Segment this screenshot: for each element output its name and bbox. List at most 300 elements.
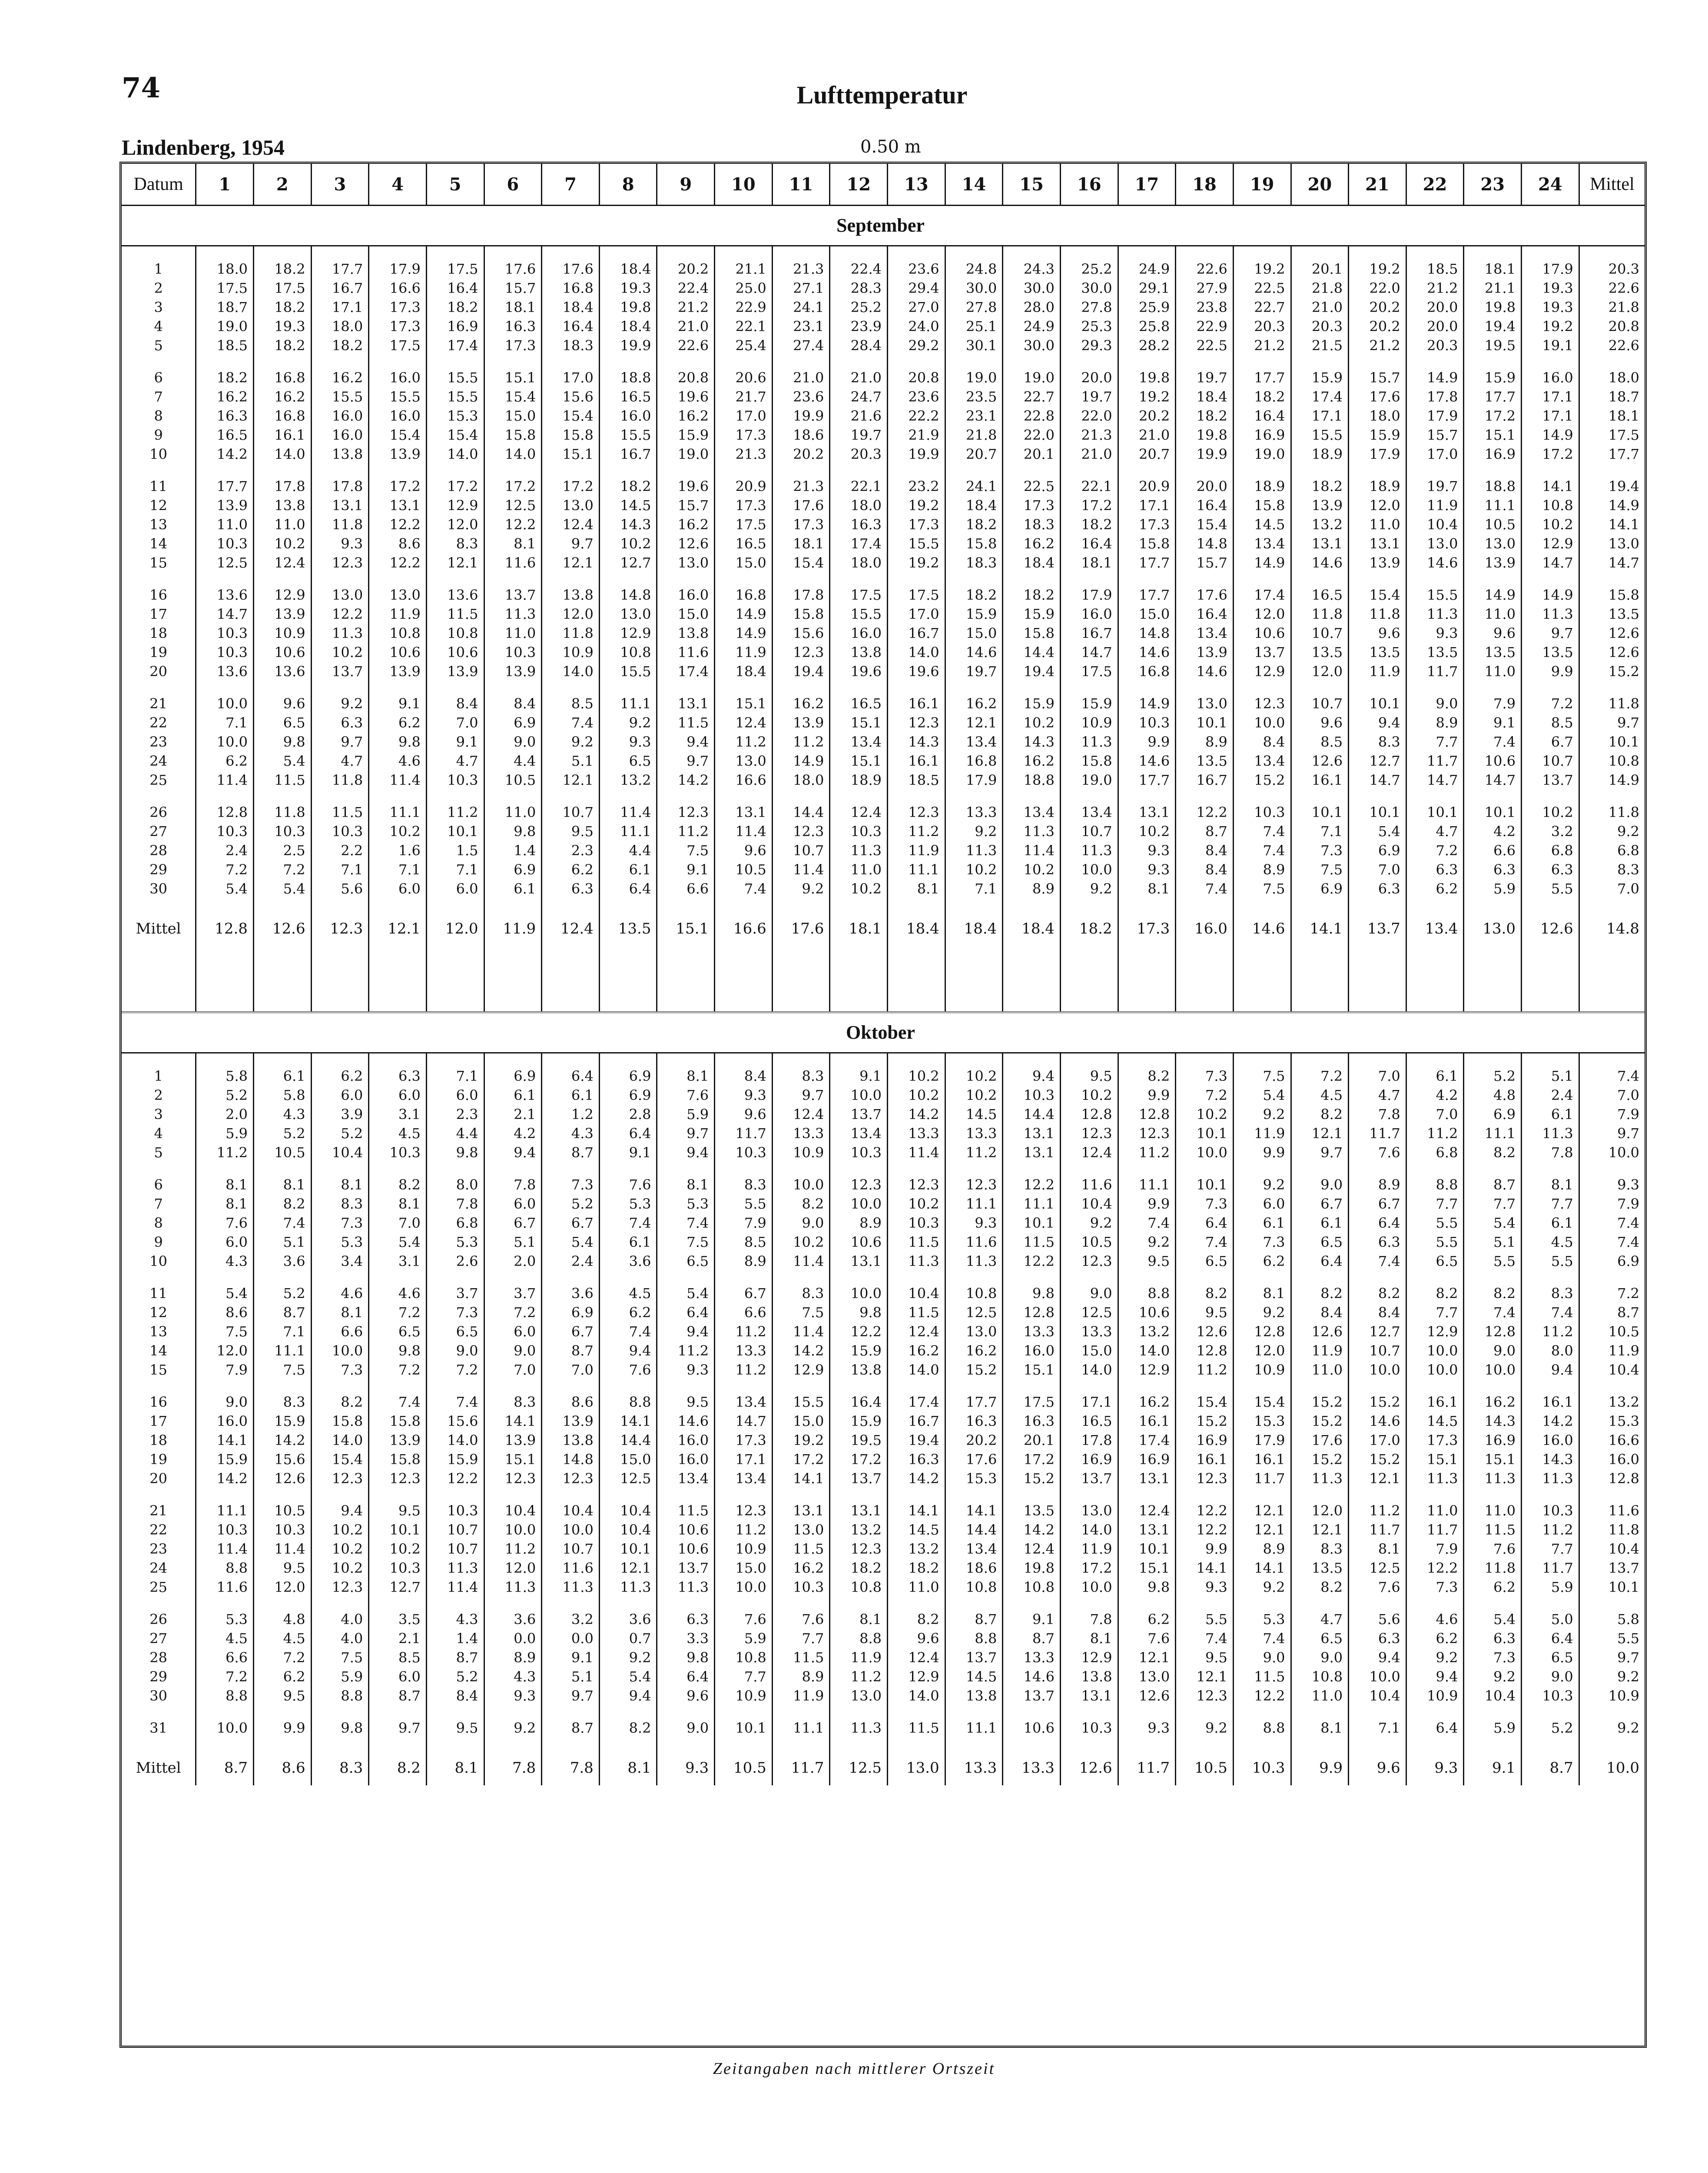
- temperature-cell: 8.1: [253, 1175, 311, 1194]
- temperature-cell: 9.6: [888, 1629, 945, 1648]
- temperature-cell: 15.7: [1349, 368, 1406, 387]
- temperature-cell: 12.1: [945, 713, 1003, 732]
- spacer-cell: [122, 1271, 196, 1284]
- temperature-cell: 13.1: [1291, 534, 1349, 553]
- spacer-cell: [1522, 1271, 1579, 1284]
- temperature-cell: 11.6: [1060, 1175, 1118, 1194]
- temperature-cell: 11.4: [1003, 841, 1061, 860]
- temperature-cell: 15.9: [830, 1412, 888, 1431]
- temperature-cell: 11.0: [1291, 1686, 1349, 1705]
- temperature-cell: 20.3: [1233, 317, 1291, 336]
- spacer-cell: [1118, 898, 1176, 911]
- temperature-cell: 16.2: [945, 1341, 1003, 1360]
- spacer-cell: [1406, 946, 1464, 1012]
- day-cell: 17: [122, 1412, 196, 1431]
- temperature-cell: 9.0: [1406, 694, 1464, 713]
- spacer-cell: [253, 1053, 311, 1067]
- temperature-cell: 14.8: [599, 585, 657, 605]
- temperature-cell: 16.0: [369, 406, 427, 425]
- daily-mean-cell: 11.8: [1608, 1522, 1639, 1538]
- month-heading-row: [122, 206, 1645, 246]
- temperature-cell: 17.7: [1118, 771, 1176, 790]
- temperature-cell: 16.0: [1522, 1431, 1579, 1450]
- temperature-cell: 11.4: [426, 1578, 484, 1597]
- temperature-cell: 14.6: [1118, 643, 1176, 662]
- mean-cell: 10.3: [1233, 1751, 1291, 1785]
- temperature-cell: 15.7: [657, 496, 715, 515]
- temperature-cell: 10.2: [888, 1194, 945, 1213]
- daily-mean-cell: 7.4: [1617, 1215, 1639, 1231]
- temperature-cell: 9.2: [1233, 1105, 1291, 1124]
- temperature-cell: 16.6: [715, 771, 773, 790]
- spacer-cell: [1406, 1488, 1464, 1501]
- spacer-row: [122, 790, 1645, 803]
- spacer-cell: [253, 1597, 311, 1610]
- temperature-cell: 5.5: [1406, 1213, 1464, 1233]
- temperature-cell: 17.1: [1522, 406, 1579, 425]
- day-cell: 12: [122, 496, 196, 515]
- temperature-cell: 12.3: [888, 713, 945, 732]
- temperature-cell: 9.6: [1464, 624, 1522, 643]
- temperature-cell: 17.6: [1349, 387, 1406, 406]
- temperature-cell: 16.5: [196, 425, 254, 445]
- table-row: [122, 1392, 1645, 1412]
- temperature-cell: 16.1: [1522, 1392, 1579, 1412]
- temperature-cell: 12.1: [542, 771, 600, 790]
- temperature-cell: 5.4: [196, 1284, 254, 1303]
- table-row: [122, 713, 1645, 732]
- temperature-cell: 10.1: [1003, 1213, 1061, 1233]
- temperature-cell: 8.9: [830, 1213, 888, 1233]
- spacer-cell: [599, 1053, 657, 1067]
- temperature-cell: 20.2: [1118, 406, 1176, 425]
- temperature-cell: 17.0: [715, 406, 773, 425]
- temperature-cell: 23.1: [945, 406, 1003, 425]
- temperature-cell: 5.5: [1176, 1610, 1234, 1629]
- spacer-cell: [888, 1488, 945, 1501]
- spacer-cell: [1003, 464, 1061, 477]
- daily-mean-cell: 15.3: [1608, 1413, 1639, 1429]
- temperature-cell: 19.8: [599, 298, 657, 317]
- temperature-cell: 11.3: [830, 841, 888, 860]
- temperature-cell: 8.3: [484, 1392, 542, 1412]
- table-row: [122, 1213, 1645, 1233]
- temperature-cell: 3.1: [369, 1105, 427, 1124]
- temperature-cell: 6.0: [426, 879, 484, 898]
- temperature-cell: 6.0: [426, 1086, 484, 1105]
- temperature-cell: 15.8: [945, 534, 1003, 553]
- temperature-cell: 13.5: [1291, 643, 1349, 662]
- spacer-cell: [1118, 1738, 1176, 1751]
- day-cell: 30: [122, 879, 196, 898]
- spacer-cell: [122, 946, 196, 1012]
- temperature-cell: 7.6: [1349, 1578, 1406, 1597]
- temperature-cell: 10.1: [599, 1539, 657, 1558]
- table-row: [122, 771, 1645, 790]
- spacer-cell: [542, 1488, 600, 1501]
- temperature-cell: 7.7: [1406, 1303, 1464, 1322]
- temperature-cell: 12.6: [657, 534, 715, 553]
- spacer-cell: [772, 355, 830, 368]
- temperature-cell: 13.1: [311, 496, 369, 515]
- spacer-cell: [599, 1488, 657, 1501]
- temperature-cell: 12.2: [369, 515, 427, 534]
- temperature-cell: 10.9: [1060, 713, 1118, 732]
- temperature-cell: 10.7: [1291, 624, 1349, 643]
- temperature-cell: 6.4: [657, 1667, 715, 1686]
- mean-cell: 10.5: [715, 1751, 773, 1785]
- temperature-cell: 7.1: [426, 1067, 484, 1086]
- spacer-cell: [484, 1053, 542, 1067]
- spacer-cell: [1579, 464, 1645, 477]
- temperature-cell: 11.2: [830, 1667, 888, 1686]
- spacer-cell: [772, 1162, 830, 1175]
- column-header-hour: 10: [715, 164, 773, 206]
- temperature-cell: 13.1: [1060, 1686, 1118, 1705]
- temperature-cell: 22.0: [1349, 279, 1406, 298]
- temperature-cell: 13.1: [657, 694, 715, 713]
- temperature-cell: 13.2: [1291, 515, 1349, 534]
- day-cell: 30: [122, 1686, 196, 1705]
- spacer-cell: [253, 246, 311, 260]
- temperature-cell: 13.8: [1060, 1667, 1118, 1686]
- temperature-cell: 10.2: [369, 822, 427, 841]
- temperature-cell: 10.1: [1349, 803, 1406, 822]
- temperature-cell: 5.2: [311, 1124, 369, 1143]
- temperature-cell: 11.1: [1118, 1175, 1176, 1194]
- temperature-cell: 12.9: [888, 1667, 945, 1686]
- temperature-cell: 12.1: [542, 553, 600, 572]
- column-header-hour: 22: [1406, 164, 1464, 206]
- spacer-cell: [1233, 681, 1291, 694]
- temperature-cell: 10.1: [1406, 803, 1464, 822]
- temperature-cell: 19.7: [1060, 387, 1118, 406]
- temperature-cell: 15.1: [1464, 425, 1522, 445]
- temperature-cell: 10.2: [1176, 1105, 1234, 1124]
- column-header-hour: 19: [1233, 164, 1291, 206]
- temperature-cell: 7.1: [1349, 1718, 1406, 1738]
- spacer-cell: [1233, 1053, 1291, 1067]
- day-cell: 26: [122, 1610, 196, 1629]
- temperature-cell: 13.5: [1176, 751, 1234, 771]
- temperature-cell: 12.6: [1118, 1686, 1176, 1705]
- temperature-cell: 8.4: [1176, 841, 1234, 860]
- temperature-cell: 21.6: [830, 406, 888, 425]
- temperature-cell: 14.2: [888, 1469, 945, 1488]
- temperature-cell: 16.0: [599, 406, 657, 425]
- temperature-cell: 19.9: [772, 406, 830, 425]
- temperature-cell: 21.0: [1118, 425, 1176, 445]
- spacer-cell: [253, 898, 311, 911]
- daily-mean-cell: 9.2: [1617, 823, 1639, 840]
- temperature-cell: 9.9: [1522, 662, 1579, 681]
- temperature-cell: 14.9: [1406, 368, 1464, 387]
- temperature-cell: 20.0: [1060, 368, 1118, 387]
- temperature-cell: 12.2: [1176, 803, 1234, 822]
- temperature-cell: 7.8: [484, 1175, 542, 1194]
- temperature-cell: 16.2: [253, 387, 311, 406]
- temperature-cell: 13.7: [1522, 771, 1579, 790]
- temperature-cell: 3.4: [311, 1252, 369, 1271]
- temperature-cell: 7.2: [1176, 1086, 1234, 1105]
- temperature-cell: 14.0: [253, 445, 311, 464]
- temperature-cell: 16.3: [196, 406, 254, 425]
- temperature-cell: 7.8: [1349, 1105, 1406, 1124]
- temperature-cell: 4.5: [369, 1124, 427, 1143]
- temperature-cell: 10.0: [196, 1718, 254, 1738]
- spacer-cell: [715, 1738, 773, 1751]
- temperature-cell: 15.9: [945, 605, 1003, 624]
- temperature-cell: 11.1: [369, 803, 427, 822]
- spacer-cell: [888, 1379, 945, 1392]
- daily-mean-cell: 18.0: [1608, 369, 1639, 386]
- temperature-cell: 6.3: [1406, 860, 1464, 879]
- temperature-cell: 7.4: [253, 1213, 311, 1233]
- temperature-cell: 17.6: [945, 1450, 1003, 1469]
- temperature-cell: 9.4: [484, 1143, 542, 1162]
- temperature-cell: 10.0: [772, 1175, 830, 1194]
- temperature-cell: 16.2: [1464, 1392, 1522, 1412]
- spacer-cell: [484, 1162, 542, 1175]
- temperature-cell: 17.3: [715, 425, 773, 445]
- temperature-cell: 19.9: [888, 445, 945, 464]
- temperature-cell: 16.4: [830, 1392, 888, 1412]
- spacer-cell: [945, 1379, 1003, 1392]
- temperature-cell: 8.3: [772, 1067, 830, 1086]
- temperature-cell: 10.1: [1176, 1175, 1234, 1194]
- temperature-cell: 15.3: [945, 1469, 1003, 1488]
- temperature-cell: 10.8: [945, 1578, 1003, 1597]
- day-cell: 20: [122, 662, 196, 681]
- temperature-cell: 13.6: [196, 662, 254, 681]
- temperature-cell: 2.3: [542, 841, 600, 860]
- temperature-cell: 5.3: [1233, 1610, 1291, 1629]
- spacer-cell: [1349, 1162, 1406, 1175]
- spacer-cell: [1464, 1053, 1522, 1067]
- temperature-cell: 7.2: [1291, 1067, 1349, 1086]
- temperature-cell: 9.0: [1522, 1667, 1579, 1686]
- temperature-cell: 7.5: [1291, 860, 1349, 879]
- temperature-cell: 15.1: [715, 694, 773, 713]
- temperature-cell: 11.7: [1522, 1558, 1579, 1578]
- temperature-cell: 13.1: [830, 1252, 888, 1271]
- temperature-cell: 9.9: [1118, 1194, 1176, 1213]
- temperature-cell: 22.4: [657, 279, 715, 298]
- temperature-cell: 14.7: [1349, 771, 1406, 790]
- spacer-cell: [122, 1705, 196, 1718]
- temperature-cell: 13.5: [1003, 1501, 1061, 1520]
- temperature-cell: 25.9: [1118, 298, 1176, 317]
- temperature-cell: 12.3: [1233, 694, 1291, 713]
- spacer-cell: [1176, 681, 1234, 694]
- spacer-cell: [1579, 1738, 1645, 1751]
- temperature-cell: 5.9: [311, 1667, 369, 1686]
- temperature-cell: 4.2: [1464, 822, 1522, 841]
- temperature-cell: 10.4: [311, 1143, 369, 1162]
- temperature-cell: 16.4: [1176, 496, 1234, 515]
- temperature-cell: 20.1: [1003, 1431, 1061, 1450]
- temperature-cell: 23.8: [1176, 298, 1234, 317]
- temperature-cell: 11.3: [888, 1252, 945, 1271]
- spacer-cell: [1291, 1162, 1349, 1175]
- temperature-cell: 6.1: [1522, 1105, 1579, 1124]
- temperature-cell: 18.5: [196, 336, 254, 355]
- temperature-cell: 15.4: [426, 425, 484, 445]
- temperature-cell: 15.4: [1176, 515, 1234, 534]
- temperature-cell: 10.6: [1003, 1718, 1061, 1738]
- temperature-cell: 10.8: [369, 624, 427, 643]
- mean-cell: 14.6: [1233, 911, 1291, 946]
- temperature-cell: 9.4: [1003, 1067, 1061, 1086]
- temperature-cell: 8.6: [369, 534, 427, 553]
- temperature-cell: 18.2: [1176, 406, 1234, 425]
- temperature-cell: 19.0: [1060, 771, 1118, 790]
- temperature-cell: 11.2: [1406, 1124, 1464, 1143]
- temperature-cell: 10.9: [715, 1686, 773, 1705]
- spacer-cell: [830, 1597, 888, 1610]
- temperature-cell: 12.1: [1291, 1520, 1349, 1539]
- temperature-cell: 8.1: [311, 1175, 369, 1194]
- temperature-cell: 8.4: [1233, 732, 1291, 751]
- temperature-cell: 11.0: [253, 515, 311, 534]
- temperature-cell: 8.4: [1176, 860, 1234, 879]
- temperature-cell: 13.8: [830, 1360, 888, 1379]
- temperature-cell: 18.2: [253, 259, 311, 279]
- temperature-cell: 13.0: [1118, 1667, 1176, 1686]
- temperature-cell: 16.2: [196, 387, 254, 406]
- temperature-cell: 10.3: [830, 822, 888, 841]
- temperature-cell: 17.2: [1060, 496, 1118, 515]
- temperature-cell: 14.2: [772, 1341, 830, 1360]
- table-row: [122, 1360, 1645, 1379]
- temperature-cell: 7.3: [1464, 1648, 1522, 1667]
- spacer-cell: [945, 355, 1003, 368]
- spacer-cell: [484, 946, 542, 1012]
- temperature-cell: 9.7: [657, 1124, 715, 1143]
- temperature-cell: 10.0: [830, 1086, 888, 1105]
- temperature-cell: 5.9: [1522, 1578, 1579, 1597]
- temperature-cell: 6.4: [599, 1124, 657, 1143]
- daily-mean-cell: 10.9: [1608, 1688, 1639, 1704]
- temperature-cell: 17.1: [1291, 406, 1349, 425]
- table-row: [122, 860, 1645, 879]
- spacer-cell: [1003, 1488, 1061, 1501]
- spacer-cell: [1060, 1053, 1118, 1067]
- temperature-cell: 16.8: [542, 279, 600, 298]
- spacer-cell: [122, 355, 196, 368]
- temperature-cell: 9.0: [772, 1213, 830, 1233]
- temperature-cell: 13.5: [1291, 1558, 1349, 1578]
- temperature-cell: 24.1: [945, 477, 1003, 496]
- temperature-cell: 22.0: [1060, 406, 1118, 425]
- spacer-cell: [599, 1738, 657, 1751]
- temperature-cell: 19.7: [830, 425, 888, 445]
- daily-mean-cell: 9.2: [1617, 1720, 1639, 1736]
- temperature-cell: 10.0: [1406, 1341, 1464, 1360]
- temperature-cell: 20.3: [830, 445, 888, 464]
- temperature-cell: 14.0: [542, 662, 600, 681]
- temperature-cell: 29.2: [888, 336, 945, 355]
- temperature-cell: 17.6: [772, 496, 830, 515]
- temperature-cell: 6.6: [311, 1322, 369, 1341]
- spacer-cell: [945, 1271, 1003, 1284]
- temperature-cell: 8.7: [253, 1303, 311, 1322]
- temperature-cell: 16.1: [1176, 1450, 1234, 1469]
- table-row: [122, 259, 1645, 279]
- temperature-cell: 18.5: [888, 771, 945, 790]
- temperature-cell: 17.9: [369, 259, 427, 279]
- temperature-cell: 5.4: [657, 1284, 715, 1303]
- page-title: Lufttemperatur: [796, 81, 968, 109]
- temperature-cell: 15.2: [1176, 1412, 1234, 1431]
- temperature-cell: 9.7: [772, 1086, 830, 1105]
- temperature-cell: 18.3: [945, 553, 1003, 572]
- temperature-cell: 11.3: [311, 624, 369, 643]
- table-row: [122, 1341, 1645, 1360]
- temperature-cell: 8.7: [426, 1648, 484, 1667]
- temperature-cell: 13.4: [715, 1392, 773, 1412]
- temperature-cell: 6.1: [1406, 1067, 1464, 1086]
- temperature-cell: 18.2: [888, 1558, 945, 1578]
- temperature-cell: 10.3: [1522, 1501, 1579, 1520]
- temperature-cell: 10.0: [196, 694, 254, 713]
- temperature-cell: 13.8: [945, 1686, 1003, 1705]
- table-row: [122, 445, 1645, 464]
- mean-cell: 13.7: [1349, 911, 1406, 946]
- mean-cell: 16.0: [1176, 911, 1234, 946]
- temperature-cell: 11.9: [1233, 1124, 1291, 1143]
- mean-cell: 8.1: [599, 1751, 657, 1785]
- temperature-cell: 12.3: [830, 1539, 888, 1558]
- temperature-cell: 15.7: [484, 279, 542, 298]
- temperature-cell: 23.9: [830, 317, 888, 336]
- temperature-cell: 8.4: [426, 694, 484, 713]
- day-cell: 23: [122, 1539, 196, 1558]
- spacer-cell: [1003, 246, 1061, 260]
- temperature-cell: 21.0: [657, 317, 715, 336]
- table-row: [122, 1233, 1645, 1252]
- temperature-cell: 17.9: [1233, 1431, 1291, 1450]
- day-cell: 22: [122, 713, 196, 732]
- month-heading: Oktober: [122, 1012, 1645, 1053]
- temperature-cell: 12.3: [830, 1175, 888, 1194]
- spacer-cell: [369, 1488, 427, 1501]
- temperature-cell: 19.1: [1522, 336, 1579, 355]
- temperature-cell: 8.1: [1522, 1175, 1579, 1194]
- spacer-cell: [715, 790, 773, 803]
- temperature-cell: 10.3: [888, 1213, 945, 1233]
- temperature-cell: 7.4: [599, 1213, 657, 1233]
- table-row: [122, 841, 1645, 860]
- day-cell: 23: [122, 732, 196, 751]
- temperature-cell: 15.1: [830, 713, 888, 732]
- temperature-cell: 15.6: [426, 1412, 484, 1431]
- spacer-cell: [1003, 1162, 1061, 1175]
- temperature-cell: 10.2: [830, 879, 888, 898]
- table-row: [122, 1412, 1645, 1431]
- temperature-cell: 14.0: [888, 1360, 945, 1379]
- spacer-row: [122, 1379, 1645, 1392]
- spacer-cell: [1349, 790, 1406, 803]
- temperature-cell: 6.9: [542, 1303, 600, 1322]
- mean-cell: 12.4: [542, 911, 600, 946]
- temperature-cell: 16.6: [369, 279, 427, 298]
- temperature-cell: 9.8: [484, 822, 542, 841]
- temperature-cell: 13.9: [772, 713, 830, 732]
- spacer-cell: [1003, 1271, 1061, 1284]
- temperature-cell: 7.2: [196, 1667, 254, 1686]
- temperature-cell: 10.2: [311, 643, 369, 662]
